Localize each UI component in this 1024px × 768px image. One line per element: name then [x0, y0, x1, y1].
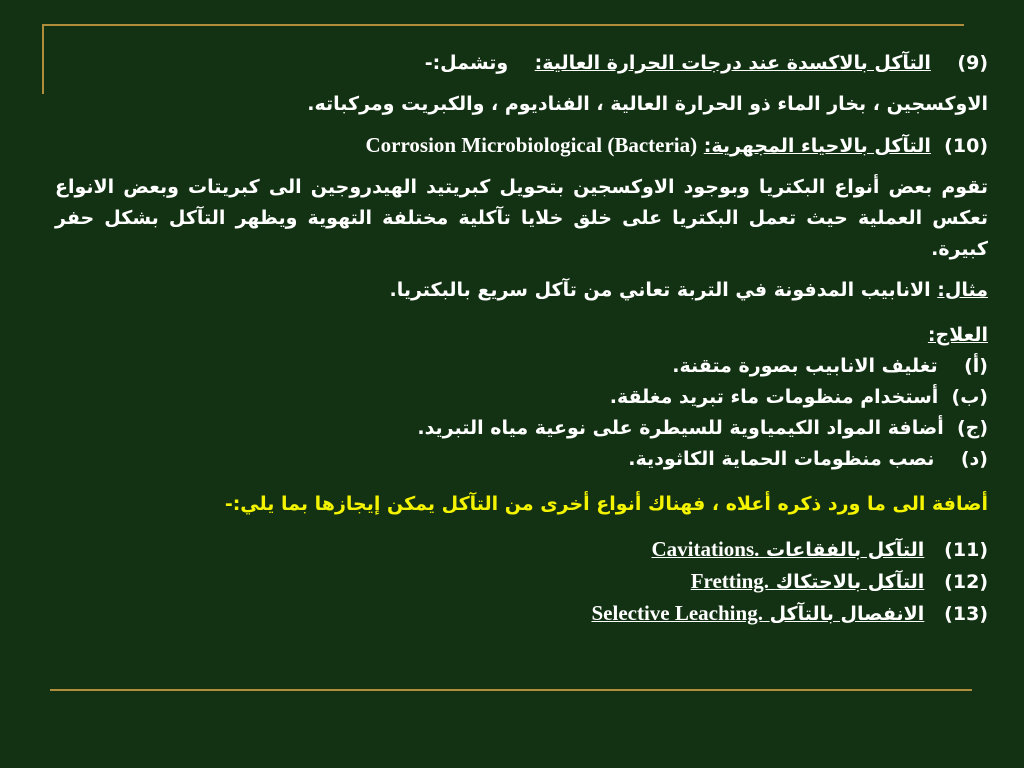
item-10-description: تقوم بعض أنواع البكتريا وبوجود الاوكسجين بتحويل كبريتيد الهيدروجين الى كبريتات وبعض الانواع تعكس العملية حيث تعمل البكتريا على خلق خلايا تآكلية مختلفة التهوية ويظهر التآكل بشكل حفر كبيرة.: [55, 176, 988, 260]
treatment-item: [55, 413, 988, 444]
top-rule: [42, 24, 964, 26]
other-item: [55, 534, 988, 566]
other-title: [691, 571, 925, 593]
treatment-item: [55, 351, 988, 382]
other-title: [651, 539, 924, 561]
item-9-heading: [55, 48, 988, 79]
other-arabic: التآكل بالاحتكاك: [775, 571, 925, 593]
item-9-title: التآكل بالاكسدة عند درجات الحرارة العالية:: [534, 52, 931, 74]
other-latin: Fretting.: [690, 569, 770, 593]
bottom-rule: [50, 689, 972, 691]
other-latin: Selective Leaching.: [591, 601, 763, 625]
other-latin: Cavitations.: [651, 537, 760, 561]
slide-content: [55, 48, 988, 630]
item-10-latin: Corrosion Microbiological (Bacteria): [365, 133, 698, 157]
treatment-text: أضافة المواد الكيمياوية للسيطرة على نوعية مياه التبريد.: [417, 417, 944, 439]
other-arabic: الانفصال بالتآكل: [769, 603, 925, 625]
treatment-text: تغليف الانابيب بصورة متقنة.: [672, 355, 938, 377]
item-10-heading: [55, 130, 988, 162]
item-10-number: (10): [944, 135, 988, 157]
treatment-mark: (د): [960, 448, 988, 470]
other-title: [591, 603, 924, 625]
example: [55, 275, 988, 306]
item-10-title: التآكل بالاحياء المجهرية:: [703, 135, 931, 157]
treatment-text: أستخدام منظومات ماء تبريد مغلقة.: [609, 386, 939, 408]
example-text: الانابيب المدفونة في التربة تعاني من تآكل سريع بالبكتريا.: [389, 279, 931, 301]
other-arabic: التآكل بالفقاعات: [766, 539, 925, 561]
left-rule: [42, 24, 44, 94]
treatment-item: [55, 444, 988, 475]
other-number: (12): [944, 571, 988, 593]
treatment-item: [55, 382, 988, 413]
item-9-tail: وتشمل:-: [424, 52, 509, 74]
other-number: (11): [944, 539, 988, 561]
treatment-mark: (ج): [956, 417, 988, 439]
treatment-label: العلاج:: [927, 324, 988, 346]
treatment-mark: (أ): [964, 355, 988, 377]
example-label: مثال:: [937, 279, 988, 301]
other-item: [55, 598, 988, 630]
addition-note: أضافة الى ما ورد ذكره أعلاه ، فهناك أنواع أخرى من التآكل يمكن إيجازها بما يلي:-: [224, 493, 988, 515]
treatment-text: نصب منظومات الحماية الكاثودية.: [628, 448, 935, 470]
treatment-mark: (ب): [951, 386, 988, 408]
other-number: (13): [944, 603, 988, 625]
item-9-number: (9): [957, 52, 988, 74]
item-9-description: الاوكسجين ، بخار الماء ذو الحرارة العالية ، الفناديوم ، والكبريت ومركباته.: [307, 93, 988, 115]
other-item: [55, 566, 988, 598]
